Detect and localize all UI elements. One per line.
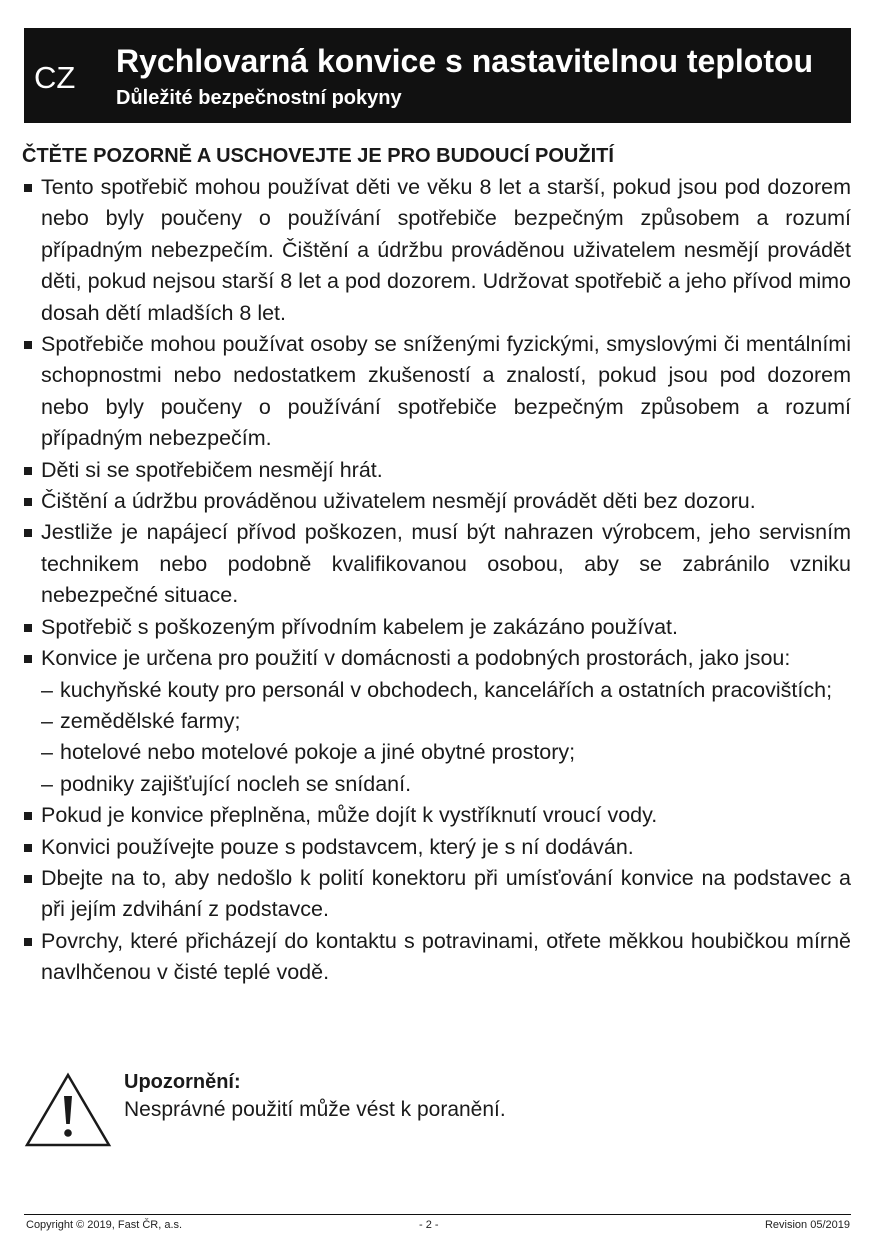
bullet-icon — [24, 655, 32, 663]
list-item: Dbejte na to, aby nedošlo k polití konektoru při umísťování konvice na podstavec a při jejím zdvihání z podstavce. — [22, 863, 851, 926]
section-heading: ČTĚTE POZORNĚ A USCHOVEJTE JE PRO BUDOUCÍ POUŽITÍ — [22, 145, 614, 167]
bullet-icon — [24, 624, 32, 632]
dash-icon: – — [41, 740, 53, 765]
bullet-icon — [24, 498, 32, 506]
bullet-icon — [24, 844, 32, 852]
list-item: Děti si se spotřebičem nesmějí hrát. — [22, 455, 851, 486]
list-item: Tento spotřebič mohou používat děti ve věku 8 let a starší, pokud jsou pod dozorem nebo byly poučeny o používání spotřebiče bezpečným způsobem a rozumí případným nebezpečím. Čištění a údržbu prováděnou uživatelem nesmějí provádět děti, pokud nejsou starší 8 let a pod dozorem. Udržovat spotřebič a jeho přívod mimo dosah dětí mladších 8 let. — [22, 172, 851, 329]
list-item: Konvice je určena pro použití v domácnosti a podobných prostorách, jako jsou: — [22, 643, 851, 674]
warning-triangle-icon — [24, 1072, 112, 1148]
footer-copyright: Copyright © 2019, Fast ČR, a.s. — [26, 1219, 183, 1231]
list-item: Jestliže je napájecí přívod poškozen, musí být nahrazen výrobcem, jeho servisním technikem nebo podobně kvalifikovanou osobou, aby se zabránilo vzniku nebezpečné situace. — [22, 517, 851, 611]
warning-text: Nesprávné použití může vést k poranění. — [124, 1098, 506, 1121]
dash-icon: – — [41, 771, 53, 796]
list-item: Spotřebič s poškozeným přívodním kabelem je zakázáno používat. — [22, 612, 851, 643]
sub-list-item: – podniky zajišťující nocleh se snídaní. — [22, 769, 851, 800]
safety-instructions — [22, 141, 851, 989]
header-bar — [24, 28, 851, 123]
list-item: Čištění a údržbu prováděnou uživatelem nesmějí provádět děti bez dozoru. — [22, 486, 851, 517]
dash-icon: – — [41, 708, 53, 733]
bullet-icon — [24, 341, 32, 349]
dash-icon: – — [41, 677, 53, 702]
sub-list-item: – kuchyňské kouty pro personál v obchodech, kancelářích a ostatních pracovištích; — [22, 675, 851, 706]
document-title: Rychlovarná konvice s nastavitelnou teplotou — [116, 43, 814, 79]
bullet-icon — [24, 184, 32, 192]
sub-list-item: – zemědělské farmy; — [22, 706, 851, 737]
bullet-icon — [24, 467, 32, 475]
warning-title: Upozornění: — [124, 1071, 241, 1093]
list-item: Povrchy, které přicházejí do kontaktu s potravinami, otřete měkkou houbičkou mírně navlhčenou v čisté teplé vodě. — [22, 926, 851, 989]
bullet-icon — [24, 875, 32, 883]
list-item: Pokud je konvice přeplněna, může dojít k vystříknutí vroucí vody. — [22, 800, 851, 831]
page-number: - 2 - — [419, 1219, 439, 1231]
bullet-icon — [24, 529, 32, 537]
sub-list-item: – hotelové nebo motelové pokoje a jiné obytné prostory; — [22, 737, 851, 768]
footer-divider — [24, 1214, 851, 1215]
list-item: Spotřebiče mohou používat osoby se sníženými fyzickými, smyslovými či mentálními schopnostmi nebo nedostatkem zkušeností a znalostí, pokud jsou pod dozorem nebo byly poučeny o používání spotřebiče bezpečným způsobem a rozumí případným nebezpečím. — [22, 329, 851, 455]
footer-revision: Revision 05/2019 — [764, 1219, 850, 1231]
bullet-icon — [24, 812, 32, 820]
bullet-icon — [24, 938, 32, 946]
document-subtitle: Důležité bezpečnostní pokyny — [116, 87, 402, 109]
list-item: Konvici používejte pouze s podstavcem, který je s ní dodáván. — [22, 832, 851, 863]
language-code: CZ — [34, 60, 76, 95]
